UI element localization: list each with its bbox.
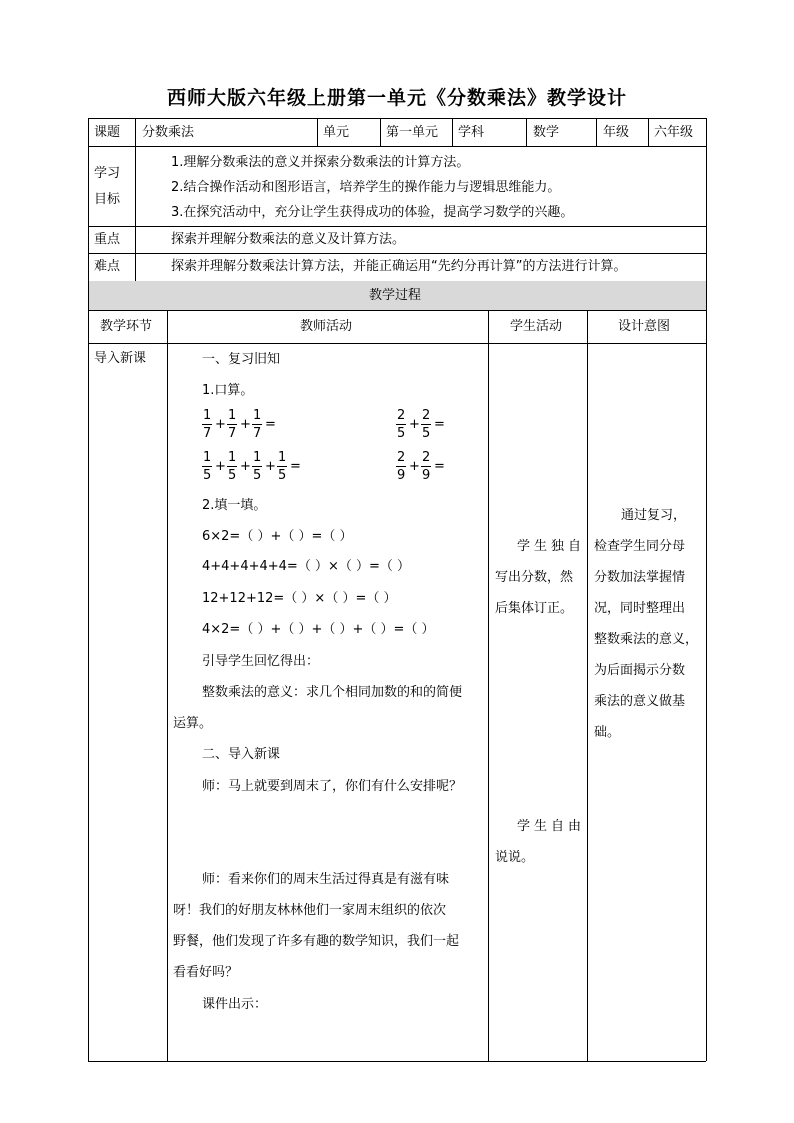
teacher-text: 引导学生回忆得出： [202, 654, 320, 669]
fraction-denominator: 5 [203, 468, 212, 483]
table-line [167, 310, 168, 1061]
objective-item: 2.结合操作活动和图形语言，培养学生的操作能力与逻辑思维能力。 [171, 180, 561, 195]
key-point-text: 探索并理解分数乘法的意义及计算方法。 [171, 232, 406, 247]
intent-text: 础。 [594, 725, 621, 740]
equation: 12+12+12=（ ）×（ ）=（ ） [202, 591, 397, 606]
fraction [227, 451, 237, 482]
fraction-denominator: 5 [422, 426, 431, 441]
plus-sign: + [409, 459, 420, 474]
teacher-text: 呀！我们的好朋友林林他们一家周末组织的依次 [173, 903, 447, 918]
difficulty-label: 难点 [94, 259, 121, 274]
fraction [396, 451, 406, 482]
fraction-numerator: 1 [228, 450, 237, 465]
student-text: 说说。 [495, 850, 535, 865]
student-text: 学生独自 [517, 539, 586, 554]
objective-item: 1.理解分数乘法的意义并探索分数乘法的计算方法。 [171, 155, 470, 170]
fraction [421, 451, 431, 482]
plus-sign: + [215, 459, 226, 474]
fraction-bar [202, 466, 212, 467]
process-header: 教学过程 [369, 288, 422, 303]
plus-sign: + [409, 417, 420, 432]
subject-value: 数学 [533, 125, 560, 140]
fraction-numerator: 1 [278, 450, 287, 465]
fraction-bar [421, 424, 431, 425]
table-border-bottom [88, 1061, 706, 1062]
teacher-text: 野餐，他们发现了许多有趣的数学知识，我们一起 [173, 934, 460, 949]
teacher-text: 师：马上就要到周末了，你们有什么安排呢？ [202, 779, 463, 794]
equation: 4×2=（ ）+（ ）+（ ）+（ ）=（ ） [202, 622, 435, 637]
table-line [88, 253, 706, 254]
difficulty-text: 探索并理解分数乘法计算方法，并能正确运用“先约分再计算”的方法进行计算。 [171, 259, 627, 274]
fraction [421, 409, 431, 440]
fraction [202, 451, 212, 482]
stage-name: 导入新课 [94, 351, 147, 366]
topic-value: 分数乘法 [142, 125, 195, 140]
fraction-numerator: 1 [253, 408, 262, 423]
fraction-bar [277, 466, 287, 467]
page-title: 西师大版六年级上册第一单元《分数乘法》教学设计 [166, 87, 627, 109]
fraction-bar [227, 466, 237, 467]
topic-label: 课题 [94, 125, 121, 140]
unit-label: 单元 [323, 125, 350, 140]
equation: 4+4+4+4+4=（ ）×（ ）=（ ） [202, 559, 411, 574]
table-line [526, 118, 527, 146]
teacher-text: 课件出示： [202, 997, 268, 1012]
fraction-denominator: 9 [422, 468, 431, 483]
plus-sign: + [265, 459, 276, 474]
fraction-denominator: 5 [253, 468, 262, 483]
section-heading: 一、复习旧知 [202, 352, 281, 367]
section-heading: 二、导入新课 [202, 747, 281, 762]
table-line [587, 310, 588, 1061]
grade-value: 六年级 [654, 125, 694, 140]
intent-text: 检查学生同分母 [594, 539, 686, 554]
objectives-label: 目标 [94, 192, 121, 207]
fraction-denominator: 5 [228, 468, 237, 483]
table-line [88, 146, 706, 147]
intent-text: 通过复习， [621, 508, 687, 523]
key-point-label: 重点 [94, 232, 121, 247]
unit-value: 第一单元 [386, 125, 439, 140]
equals-sign: = [434, 459, 445, 474]
fraction-bar [202, 424, 212, 425]
teacher-text: 整数乘法的意义：求几个相同加数的和的简便 [202, 685, 463, 700]
student-text: 学生自由 [517, 819, 586, 834]
table-line [135, 118, 136, 146]
table-line [488, 310, 489, 1061]
fraction-numerator: 2 [397, 450, 406, 465]
fraction-denominator: 5 [397, 426, 406, 441]
teacher-text: 1.口算。 [202, 383, 254, 398]
plus-sign: + [215, 417, 226, 432]
fraction [227, 409, 237, 440]
table-line [596, 118, 597, 146]
table-line [452, 118, 453, 146]
fraction-bar [421, 466, 431, 467]
fraction-bar [227, 424, 237, 425]
fraction [252, 409, 262, 440]
intent-text: 分数加法掌握情 [594, 570, 686, 585]
equals-sign: = [265, 417, 276, 432]
grade-label: 年级 [603, 125, 630, 140]
fraction-bar [396, 424, 406, 425]
equation: 6×2=（ ）+（ ）=（ ） [202, 529, 353, 544]
intent-text: 乘法的意义做基 [594, 694, 686, 709]
fraction-denominator: 9 [397, 468, 406, 483]
objective-item: 3.在探究活动中，充分让学生获得成功的体验，提高学习数学的兴趣。 [171, 205, 574, 220]
column-header-intent: 设计意图 [618, 319, 671, 334]
fraction-denominator: 7 [203, 426, 212, 441]
fraction-numerator: 1 [203, 450, 212, 465]
fraction-numerator: 2 [422, 408, 431, 423]
column-header-stage: 教学环节 [100, 319, 153, 334]
fraction-denominator: 5 [278, 468, 287, 483]
column-header-teacher: 教师活动 [300, 319, 353, 334]
fraction-numerator: 2 [397, 408, 406, 423]
plus-sign: + [240, 459, 251, 474]
fraction [202, 409, 212, 440]
table-border-left [88, 118, 89, 1061]
table-line [317, 118, 318, 146]
fraction-bar [252, 466, 262, 467]
fraction-denominator: 7 [228, 426, 237, 441]
teacher-text: 师：看来你们的周末生活过得真是有滋有味 [202, 872, 450, 887]
intent-text: 况，同时整理出 [594, 601, 686, 616]
fraction-numerator: 1 [203, 408, 212, 423]
column-header-student: 学生活动 [510, 319, 563, 334]
table-border-top [88, 118, 706, 119]
fraction-bar [252, 424, 262, 425]
fraction [277, 451, 287, 482]
table-line [88, 343, 706, 344]
teacher-text: 运算。 [173, 716, 213, 731]
teacher-text: 看看好吗？ [173, 965, 239, 980]
objectives-label: 学习 [94, 166, 121, 181]
plus-sign: + [240, 417, 251, 432]
student-text: 后集体订正。 [495, 601, 574, 616]
equals-sign: = [434, 417, 445, 432]
fraction-numerator: 1 [253, 450, 262, 465]
fraction-numerator: 1 [228, 408, 237, 423]
teacher-text: 2.填一填。 [202, 498, 267, 513]
intent-text: 为后面揭示分数 [594, 663, 686, 678]
table-line [648, 118, 649, 146]
table-line [88, 310, 706, 311]
fraction [252, 451, 262, 482]
student-text: 写出分数，然 [495, 570, 574, 585]
fraction [396, 409, 406, 440]
table-line [135, 146, 136, 281]
table-line [88, 226, 706, 227]
subject-label: 学科 [458, 125, 485, 140]
table-line [380, 118, 381, 146]
fraction-numerator: 2 [422, 450, 431, 465]
table-border-right [706, 118, 707, 1061]
fraction-bar [396, 466, 406, 467]
intent-text: 整数乘法的意义， [594, 632, 699, 647]
equals-sign: = [290, 459, 301, 474]
fraction-denominator: 7 [253, 426, 262, 441]
